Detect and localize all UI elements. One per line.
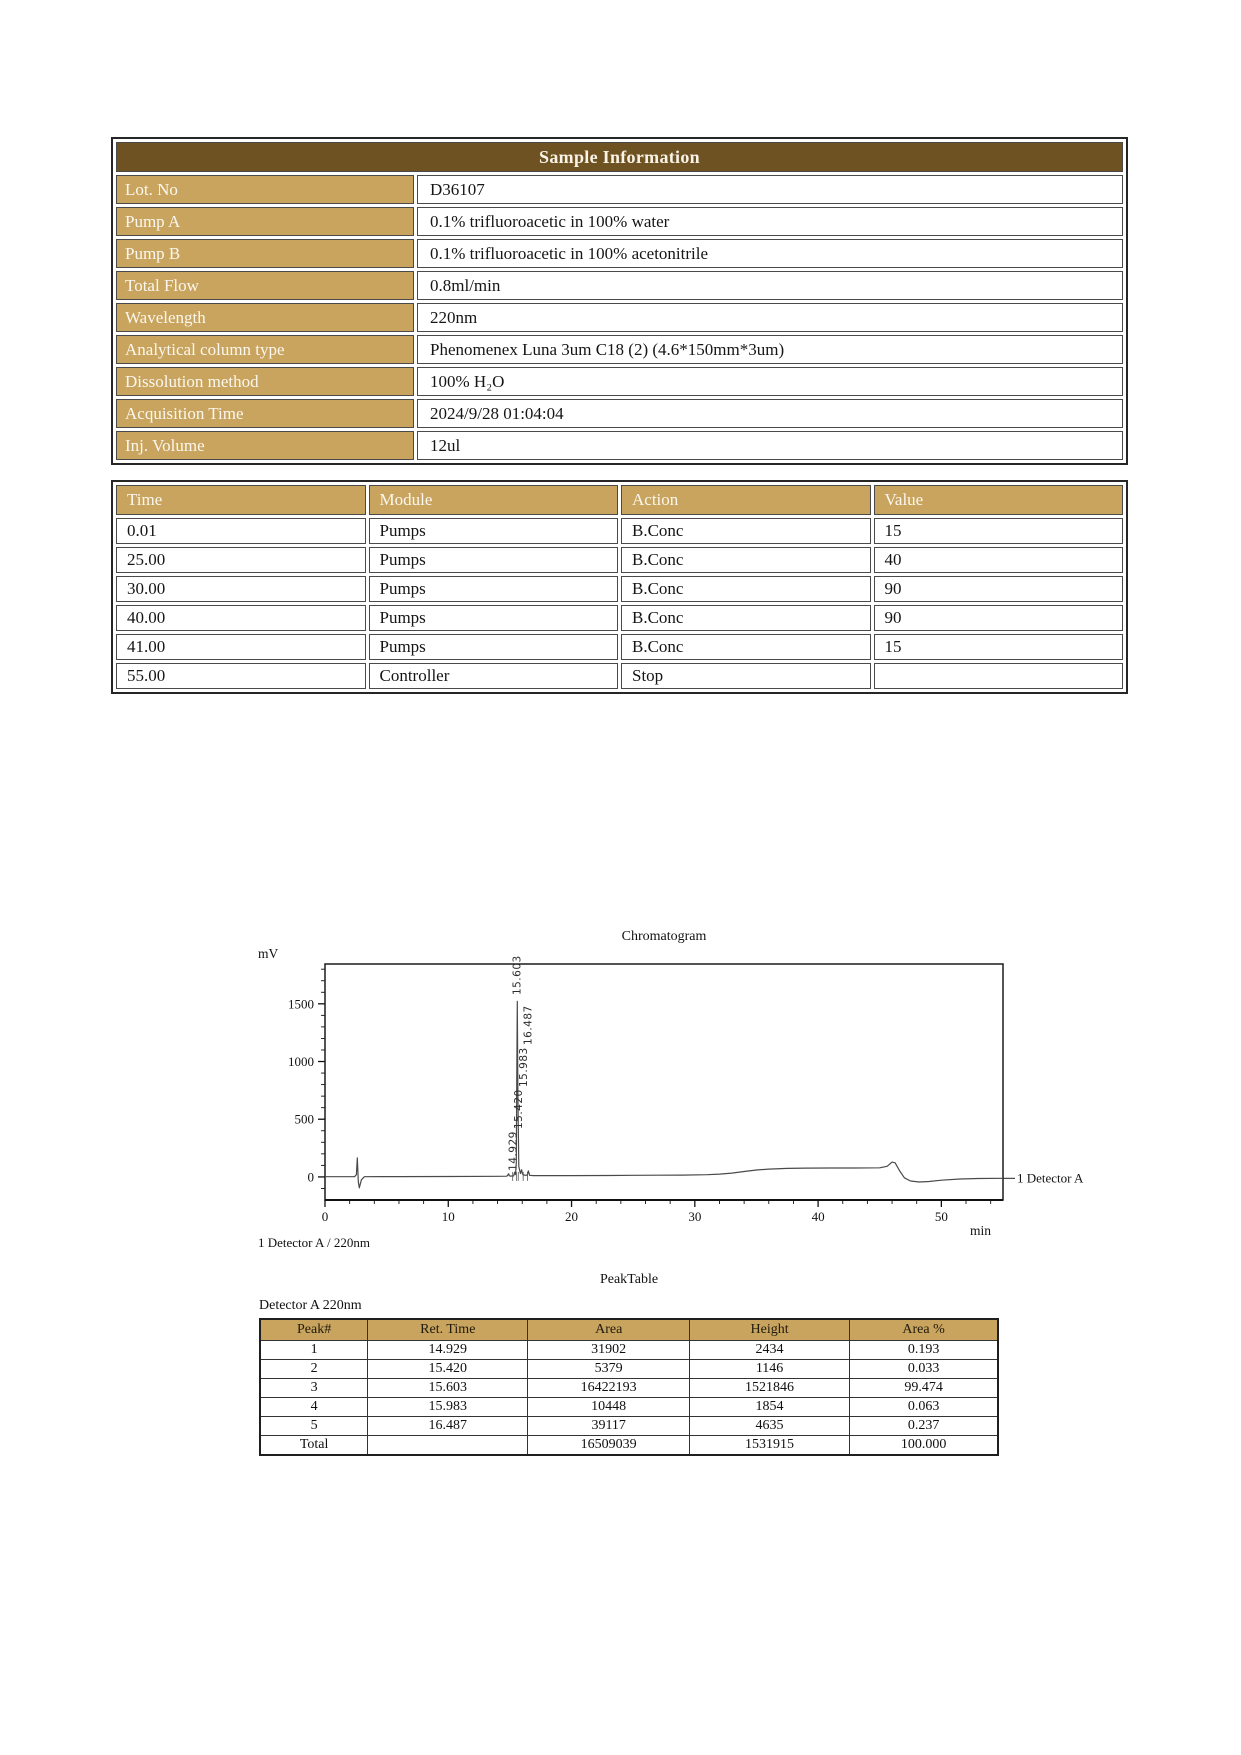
- program-cell: Pumps: [369, 518, 619, 544]
- program-row: [116, 634, 1123, 660]
- program-cell: Pumps: [369, 547, 619, 573]
- program-cell: 41.00: [116, 634, 366, 660]
- peak-column-header: Peak#: [260, 1319, 368, 1341]
- field-value: 0.1% trifluoroacetic in 100% acetonitrile: [417, 239, 1123, 268]
- program-cell: B.Conc: [621, 605, 871, 631]
- peak-cell: 4: [260, 1398, 368, 1417]
- field-label: Lot. No: [116, 175, 414, 204]
- peak-cell: 16.487: [368, 1417, 528, 1436]
- field-value: 2024/9/28 01:04:04: [417, 399, 1123, 428]
- sample-info-row: [116, 271, 1123, 300]
- program-cell: Pumps: [369, 634, 619, 660]
- x-axis-unit-label: min: [970, 1223, 992, 1238]
- y-tick-label: 1000: [288, 1054, 314, 1070]
- peak-row: [260, 1436, 998, 1456]
- field-value: Phenomenex Luna 3um C18 (2) (4.6*150mm*3um): [417, 335, 1123, 364]
- y-axis-unit-label: mV: [258, 946, 279, 961]
- field-value: 12ul: [417, 431, 1123, 460]
- program-cell: [874, 663, 1124, 689]
- peak-row: [260, 1341, 998, 1360]
- field-value: 0.1% trifluoroacetic in 100% water: [417, 207, 1123, 236]
- peak-cell: 1531915: [689, 1436, 849, 1456]
- peak-cell: 1521846: [689, 1379, 849, 1398]
- time-program-table: [111, 480, 1128, 694]
- peak-cell: 14.929: [368, 1341, 528, 1360]
- peak-cell: 0.193: [850, 1341, 998, 1360]
- program-cell: Controller: [369, 663, 619, 689]
- field-label: Pump A: [116, 207, 414, 236]
- peak-cell: Total: [260, 1436, 368, 1456]
- sample-information-title: Sample Information: [116, 142, 1123, 172]
- peak-retention-label: 15.603: [511, 955, 524, 996]
- peak-table-title: PeakTable: [599, 1272, 659, 1287]
- peak-cell: 0.033: [850, 1360, 998, 1379]
- peak-row: [260, 1417, 998, 1436]
- field-label: Dissolution method: [116, 367, 414, 396]
- peak-retention-label: 16.487: [522, 1005, 535, 1046]
- peak-cell: 100.000: [850, 1436, 998, 1456]
- x-tick-label: 0: [321, 1209, 329, 1224]
- peak-cell: 1854: [689, 1398, 849, 1417]
- program-column-header: Action: [621, 485, 871, 515]
- program-cell: 90: [874, 576, 1124, 602]
- program-column-header: Module: [369, 485, 619, 515]
- program-cell: 15: [874, 518, 1124, 544]
- program-cell: B.Conc: [621, 634, 871, 660]
- peak-cell: 5: [260, 1417, 368, 1436]
- program-row: [116, 547, 1123, 573]
- peak-cell: 39117: [528, 1417, 690, 1436]
- detector-caption: 1 Detector A / 220nm: [258, 1235, 370, 1250]
- y-tick-label: 0: [307, 1169, 314, 1185]
- sample-info-row: [116, 335, 1123, 364]
- program-cell: B.Conc: [621, 576, 871, 602]
- sample-information-table: [111, 137, 1128, 465]
- field-value: 100% H₂O: [417, 367, 1123, 396]
- peak-cell: 10448: [528, 1398, 690, 1417]
- program-column-header: Time: [116, 485, 366, 515]
- peak-column-header: Area: [528, 1319, 690, 1341]
- field-label: Analytical column type: [116, 335, 414, 364]
- chart-title: Chromatogram: [621, 929, 707, 944]
- peak-retention-label: 15.420: [513, 1089, 526, 1130]
- field-value: 0.8ml/min: [417, 271, 1123, 300]
- peak-table-header-row: [260, 1319, 998, 1341]
- x-tick-label: 30: [688, 1209, 702, 1224]
- sample-info-row: [116, 399, 1123, 428]
- peak-cell: 1146: [689, 1360, 849, 1379]
- peak-cell: 4635: [689, 1417, 849, 1436]
- field-label: Total Flow: [116, 271, 414, 300]
- program-cell: Pumps: [369, 576, 619, 602]
- detector-legend-label: 1 Detector A: [1017, 1170, 1084, 1186]
- peak-cell: 31902: [528, 1341, 690, 1360]
- field-label: Pump B: [116, 239, 414, 268]
- program-row: [116, 576, 1123, 602]
- field-label: Acquisition Time: [116, 399, 414, 428]
- peak-retention-label: 15.983: [518, 1047, 531, 1088]
- field-label: Inj. Volume: [116, 431, 414, 460]
- peak-row: [260, 1360, 998, 1379]
- program-cell: Pumps: [369, 605, 619, 631]
- peak-cell: [368, 1436, 528, 1456]
- peak-retention-label: 14.929: [507, 1131, 520, 1171]
- program-cell: 40.00: [116, 605, 366, 631]
- peak-cell: 15.603: [368, 1379, 528, 1398]
- peak-table-subtitle: Detector A 220nm: [259, 1298, 362, 1313]
- program-cell: B.Conc: [621, 547, 871, 573]
- sample-information-header-row: [116, 142, 1123, 172]
- peak-cell: 0.063: [850, 1398, 998, 1417]
- peak-cell: 2: [260, 1360, 368, 1379]
- peak-cell: 15.983: [368, 1398, 528, 1417]
- peak-row: [260, 1379, 998, 1398]
- peak-row: [260, 1398, 998, 1417]
- program-cell: 55.00: [116, 663, 366, 689]
- peak-cell: 5379: [528, 1360, 690, 1379]
- peak-cell: 3: [260, 1379, 368, 1398]
- field-value: 220nm: [417, 303, 1123, 332]
- sample-info-row: [116, 175, 1123, 204]
- peak-table: [259, 1318, 999, 1456]
- program-cell: Stop: [621, 663, 871, 689]
- program-cell: 15: [874, 634, 1124, 660]
- time-program-header-row: [116, 485, 1123, 515]
- peak-cell: 99.474: [850, 1379, 998, 1398]
- program-cell: 40: [874, 547, 1124, 573]
- peak-cell: 1: [260, 1341, 368, 1360]
- program-column-header: Value: [874, 485, 1124, 515]
- x-tick-label: 50: [934, 1209, 948, 1224]
- program-row: [116, 605, 1123, 631]
- peak-cell: 2434: [689, 1341, 849, 1360]
- program-row: [116, 663, 1123, 689]
- peak-cell: 16509039: [528, 1436, 690, 1456]
- detector-trace: [325, 1001, 1003, 1188]
- sample-info-row: [116, 239, 1123, 268]
- sample-info-row: [116, 303, 1123, 332]
- program-cell: 0.01: [116, 518, 366, 544]
- x-tick-label: 10: [441, 1209, 455, 1224]
- chromatogram-plot: [200, 925, 1230, 1260]
- field-label: Wavelength: [116, 303, 414, 332]
- peak-cell: 16422193: [528, 1379, 690, 1398]
- peak-column-header: Height: [689, 1319, 849, 1341]
- peak-column-header: Ret. Time: [368, 1319, 528, 1341]
- program-cell: 90: [874, 605, 1124, 631]
- sample-info-row: [116, 431, 1123, 460]
- y-tick-label: 1500: [288, 996, 314, 1012]
- peak-cell: 0.237: [850, 1417, 998, 1436]
- x-tick-label: 20: [565, 1209, 579, 1224]
- program-row: [116, 518, 1123, 544]
- peak-cell: 15.420: [368, 1360, 528, 1379]
- program-cell: 25.00: [116, 547, 366, 573]
- x-tick-label: 40: [811, 1209, 825, 1224]
- program-cell: 30.00: [116, 576, 366, 602]
- peak-column-header: Area %: [850, 1319, 998, 1341]
- y-tick-label: 500: [294, 1111, 314, 1127]
- sample-info-row: [116, 207, 1123, 236]
- field-value: D36107: [417, 175, 1123, 204]
- program-cell: B.Conc: [621, 518, 871, 544]
- plot-border: [325, 964, 1003, 1200]
- sample-info-row: [116, 367, 1123, 396]
